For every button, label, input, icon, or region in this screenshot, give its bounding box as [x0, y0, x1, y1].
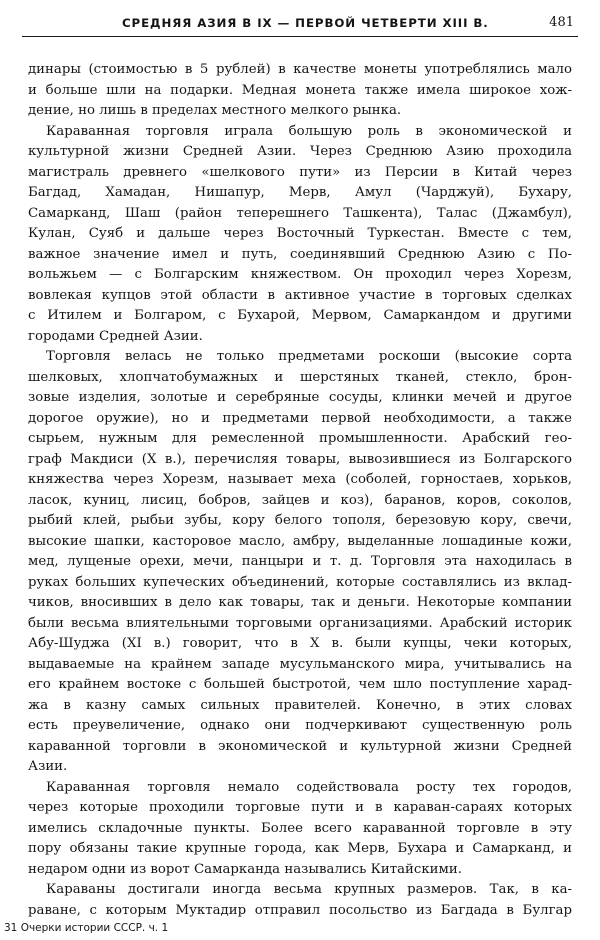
text-line: Азии. — [28, 759, 68, 774]
text-line: пору обязаны такие крупные города, как Мерв, Бухара и Самарканд, и — [28, 841, 572, 856]
text-line: мед, лущеные орехи, мечи, панцыри и т. д. Торговля эта находилась в — [28, 554, 572, 569]
text-line: есть преувеличение, однако они подчеркивают существенную роль — [28, 718, 572, 733]
text-line: Абу-Шуджа (XI в.) говорит, что в X в. были купцы, чеки которых, — [28, 636, 572, 651]
text-line: вольжьем — с Болгарским княжеством. Он проходил через Хорезм, — [28, 267, 572, 282]
text-line: вовлекая купцов этой области в активное участие в торговых сделках — [28, 287, 572, 303]
text-line: дение, но лишь в пределах местного мелкого рынка. — [28, 103, 402, 118]
text-line: сырьем, нужным для ремесленной промышленности. Арабский гео- — [28, 431, 572, 446]
printer-signature: 31 Очерки истории СССР. ч. 1 — [4, 922, 169, 934]
text-line: раване, с которым Муктадир отправил посольство из Багдада в Булгар — [28, 902, 572, 918]
text-line: Багдад, Хамадан, Нишапур, Мерв, Амул (Чарджуй), Бухару, — [28, 185, 572, 200]
text-line: высокие шапки, касторовое масло, амбру, выделанные лошадиные кожи, — [28, 533, 572, 549]
text-line: ласок, куниц, лисиц, бобров, зайцев и коз), баранов, коров, соколов, — [28, 492, 572, 508]
text-line: чиков, вносивших в дело как товары, так и деньги. Некоторые компании — [28, 595, 572, 610]
text-line: дорогое оружие), но и предметами первой необходимости, а также — [28, 410, 572, 426]
text-line: Самарканд, Шаш (район теперешнего Ташкента), Талас (Джамбул), — [28, 205, 572, 221]
running-head: СРЕДНЯЯ АЗИЯ В IX — ПЕРВОЙ ЧЕТВЕРТИ XIII В. — [122, 16, 489, 30]
text-line: рыбий клей, рыбьи зубы, кору белого тополя, березовую кору, свечи, — [28, 513, 572, 528]
text-line: Караваны достигали иногда весьма крупных размеров. Так, в ка- — [46, 882, 572, 897]
text-line: Караванная торговля немало содействовала росту тех городов, — [46, 779, 572, 795]
text-line: караванной торговли в экономической и культурной жизни Средней — [28, 738, 572, 754]
text-line: выдаваемые на крайнем западе мусульманского мира, учитывались на — [28, 656, 572, 672]
text-line: Торговля велась не только предметами роскоши (высокие сорта — [46, 349, 572, 364]
text-line: городами Средней Азии. — [28, 328, 203, 344]
text-line: динары (стоимостью в 5 рублей) в качестве монеты употреблялись мало — [28, 62, 572, 77]
text-line: магистраль древнего «шелкового пути» из Персии в Китай через — [28, 164, 572, 180]
text-line: жа в казну самых сильных правителей. Конечно, в этих словах — [28, 697, 572, 713]
text-line: шелковых, хлопчатобумажных и шерстяных тканей, стекло, брон- — [28, 369, 572, 385]
text-line: Кулан, Суяб и дальше через Восточный Туркестан. Вместе с тем, — [28, 226, 572, 241]
text-line: княжества через Хорезм, называет меха (соболей, горностаев, хорьков, — [28, 472, 572, 487]
text-line: граф Макдиси (X в.), перечисляя товары, вывозившиеся из Болгарского — [28, 451, 572, 467]
text-line: зовые изделия, золотые и серебряные сосуды, клинки мечей и другое — [28, 390, 572, 405]
text-line: через которые проходили торговые пути и в караван-сараях которых — [28, 800, 572, 815]
text-line: недаром одни из ворот Самарканда назывались Китайскими. — [28, 861, 462, 877]
body-text — [28, 60, 572, 921]
page-header — [22, 14, 578, 37]
text-line: имелись складочные пункты. Более всего караванной торговле в эту — [28, 820, 572, 836]
text-line: важное значение имел и путь, соединявший Среднюю Азию с По- — [28, 246, 572, 262]
text-line: с Итилем и Болгаром, с Бухарой, Мервом, Самаркандом и другими — [28, 308, 572, 323]
text-line: культурной жизни Средней Азии. Через Среднюю Азию проходила — [28, 144, 572, 159]
text-line: его крайнем востоке с большей быстротой, чем шло поступление харад- — [28, 677, 572, 692]
text-line: были весьма влиятельными торговыми организациями. Арабский историк — [28, 615, 572, 631]
page-number: 481 — [549, 15, 574, 30]
text-line: Караванная торговля играла большую роль в экономической и — [46, 123, 572, 139]
text-line: и больше шли на подарки. Медная монета также имела широкое хож- — [28, 82, 572, 98]
text-line: руках больших купеческих объединений, которые составлялись из вклад- — [28, 574, 572, 590]
